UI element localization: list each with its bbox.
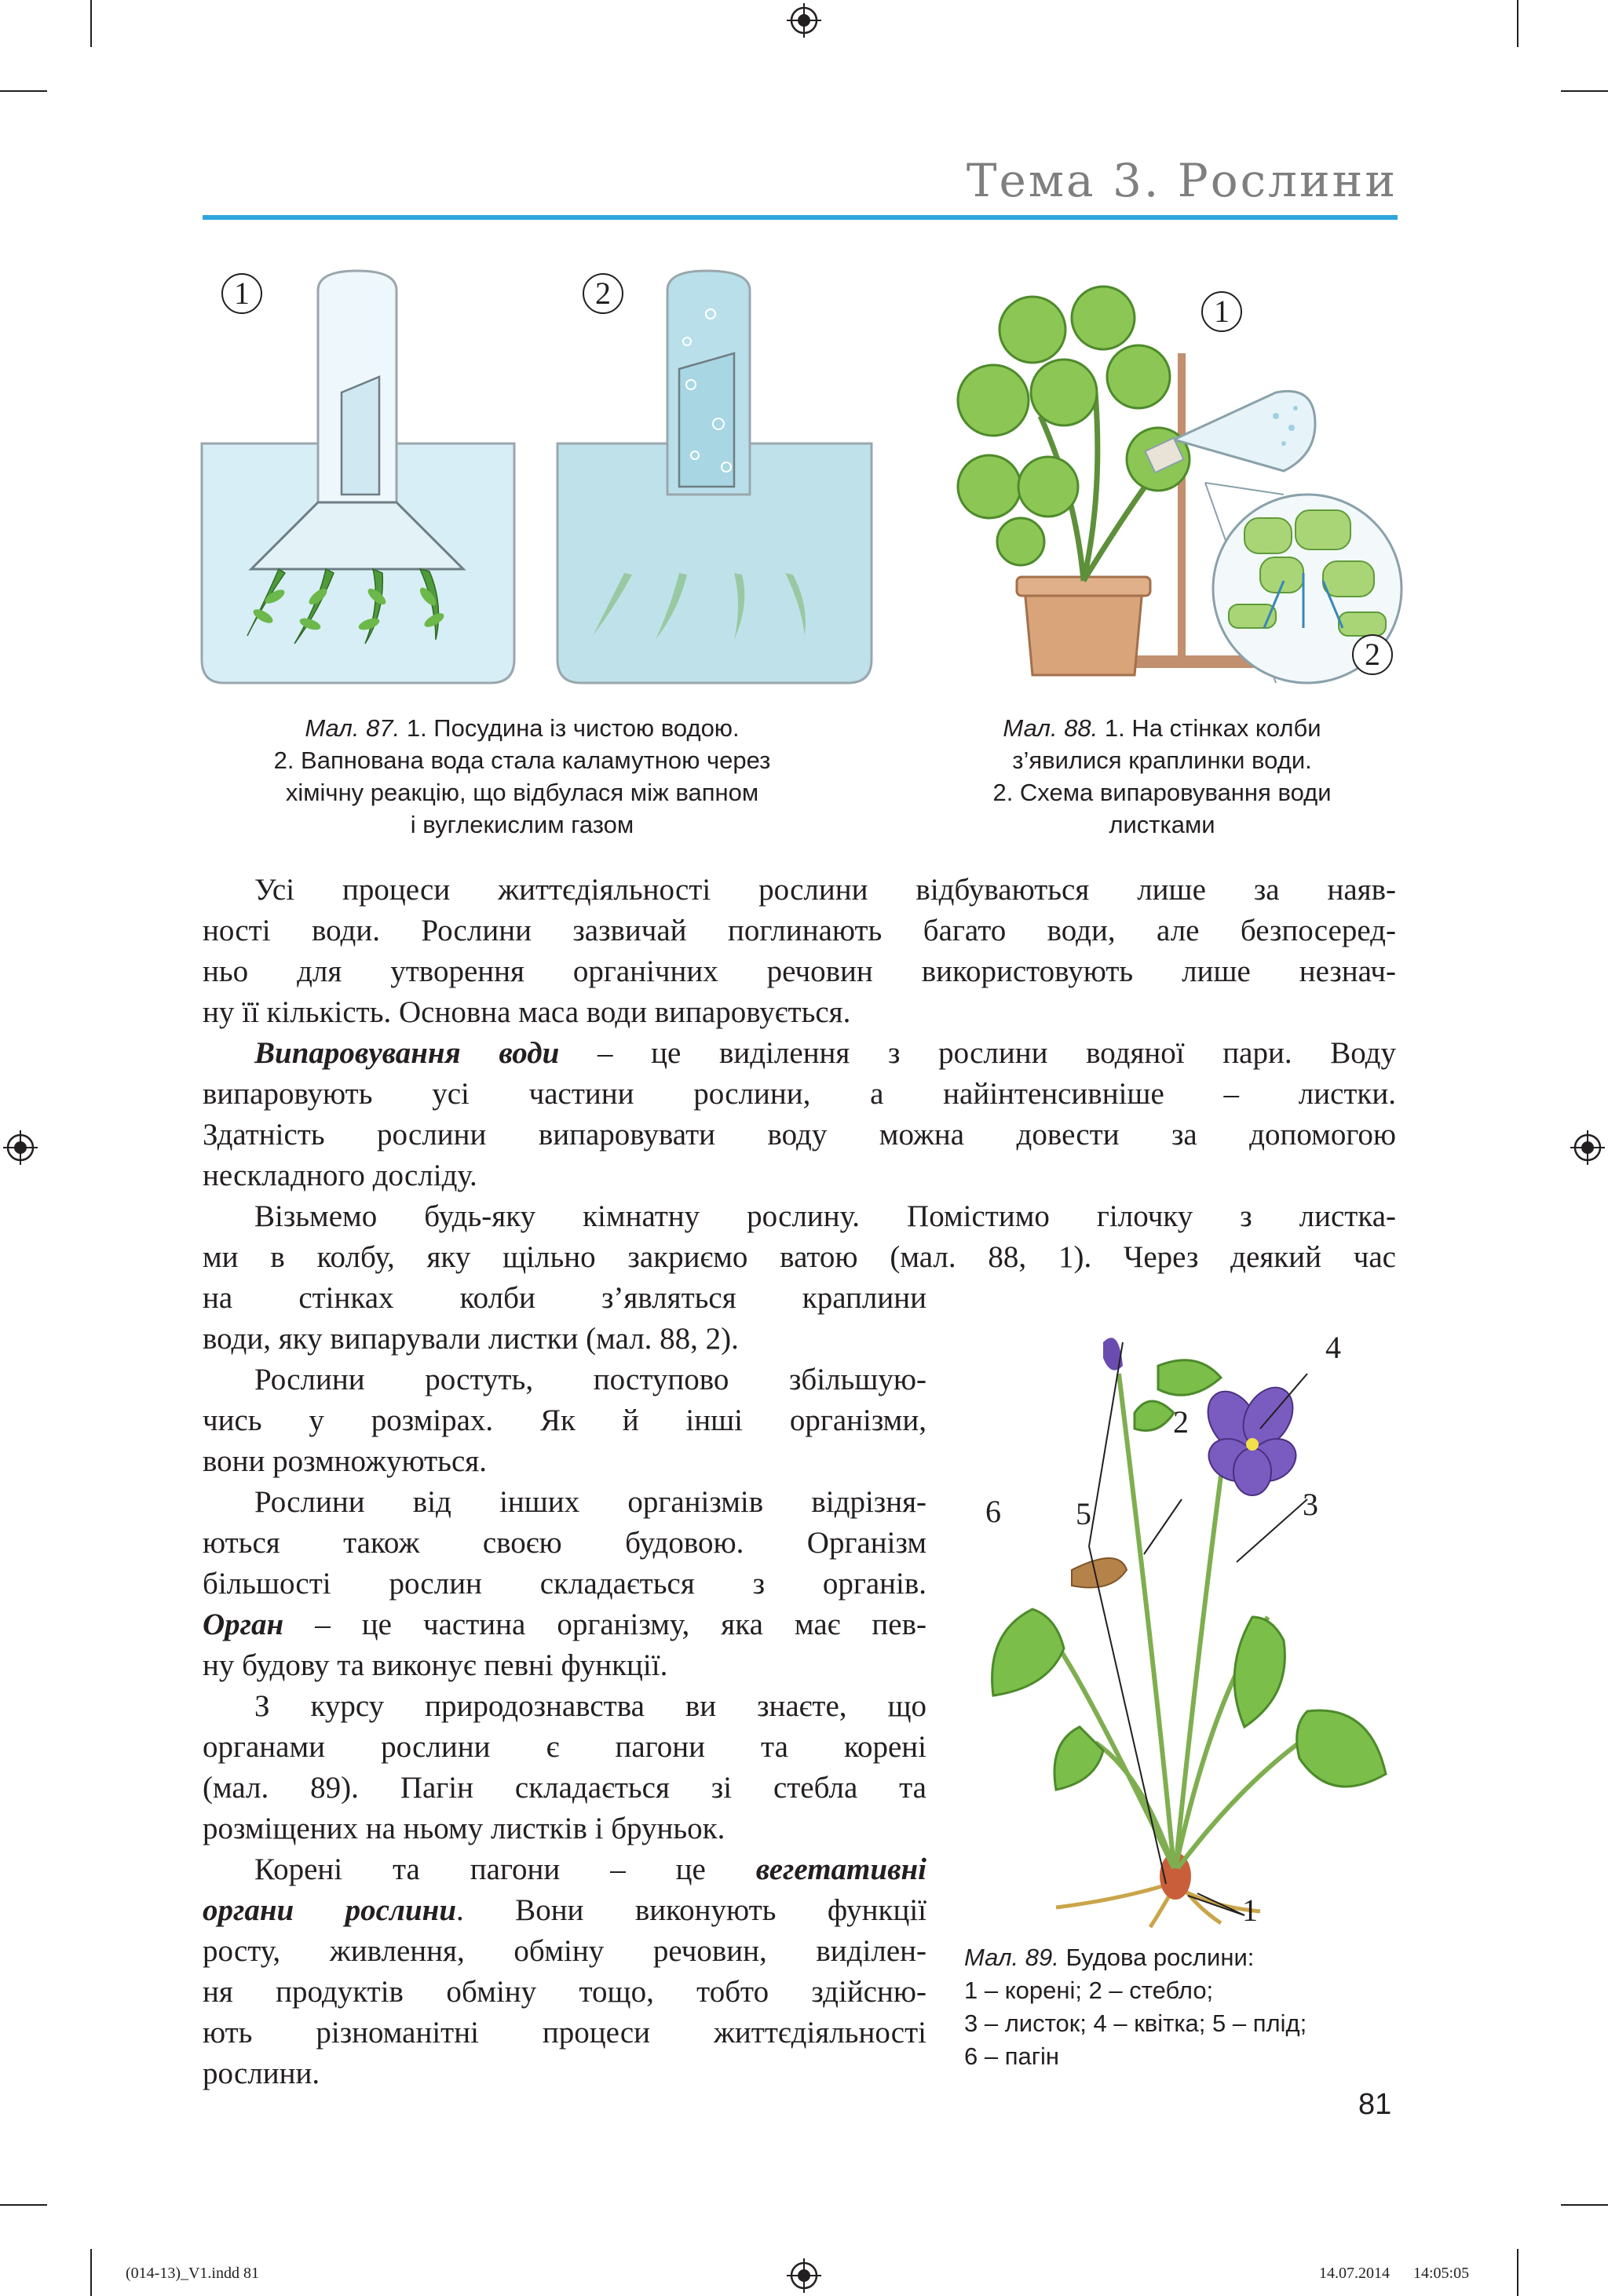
caption-line: 2. Вапнована вода стала каламутною через bbox=[273, 746, 771, 774]
term-evaporation: Випаровування води bbox=[254, 1036, 560, 1070]
text-line: ня продуктів обміну тощо, тобто здійсню- bbox=[203, 1975, 926, 2009]
caption-line: 2. Схема випаровування води bbox=[992, 779, 1332, 806]
figure-88-illustration bbox=[946, 259, 1409, 691]
text-line: Візьмемо будь-яку кімнатну рослину. Помістимо гілочку з листка- bbox=[254, 1199, 1396, 1233]
text-line: чись у розмірах. Як й інші організми, bbox=[203, 1404, 926, 1437]
term-organ: Орган bbox=[203, 1608, 284, 1641]
text-line: розміщених на ньому листків і бруньок. bbox=[203, 1812, 725, 1845]
header-rule bbox=[203, 215, 1398, 220]
footer-file-name: (014-13)_V1.indd 81 bbox=[126, 2265, 259, 2282]
text-line: ються також своєю будовою. Організм bbox=[203, 1526, 926, 1560]
crop-mark bbox=[0, 90, 47, 92]
figure-89-label-1: 1 bbox=[1242, 1893, 1258, 1928]
term-plant-organs: органи рослини bbox=[203, 1893, 457, 1927]
crop-mark bbox=[1517, 2249, 1518, 2296]
body-text-narrow-column bbox=[203, 1278, 926, 2094]
text-line: Випаровування води – це виділення з рослини водяної пари. Воду bbox=[254, 1036, 1396, 1070]
crop-mark bbox=[0, 2204, 47, 2206]
figure-89-caption bbox=[964, 1941, 1404, 2073]
text-line: на стінках колби з’являться краплини bbox=[203, 1281, 926, 1315]
text-line: ють різноманітні процеси життєдіяльності bbox=[203, 2016, 926, 2050]
text-line: ми в колбу, яку щільно закриємо ватою (мал. 88, 1). Через деякий час bbox=[203, 1240, 1396, 1274]
text-line: органами рослини є пагони та корені bbox=[203, 1730, 926, 1764]
figure-89-label-5: 5 bbox=[1076, 1496, 1091, 1531]
body-text-full-width bbox=[203, 870, 1396, 1278]
footer-time: 14:05:05 bbox=[1413, 2265, 1470, 2282]
text-line: ньо для утворення органічних речовин використовують лише незнач- bbox=[203, 955, 1396, 988]
text-line: ну її кількість. Основна маса води випаровується. bbox=[203, 995, 851, 1029]
caption-label: Мал. 87. bbox=[305, 714, 400, 742]
figure-87-illustration bbox=[200, 267, 923, 691]
figure-89-illustration bbox=[962, 1303, 1402, 1931]
caption-line: 1 – корені; 2 – стебло; bbox=[964, 1977, 1214, 2004]
figure-89-label-2: 2 bbox=[1173, 1404, 1189, 1440]
text-line: води, яку випарували листки (мал. 88, 2). bbox=[203, 1322, 739, 1356]
text-line: ну будову та виконує певні функції. bbox=[203, 1648, 668, 1682]
section-header: Тема 3. Рослини bbox=[966, 154, 1398, 207]
caption-line: 1. На стінках колби bbox=[1104, 714, 1321, 742]
text-line: Рослини ростуть, поступово збільшую- bbox=[254, 1363, 926, 1396]
crop-mark bbox=[1561, 90, 1608, 92]
caption-line: 6 – пагін bbox=[964, 2042, 1060, 2070]
caption-line: 1. Посудина із чистою водою. bbox=[406, 714, 740, 742]
crop-mark bbox=[90, 2249, 92, 2296]
caption-line: Будова рослини: bbox=[1065, 1944, 1255, 1971]
registration-mark-icon bbox=[787, 3, 821, 38]
figure-87-badge-1: 1 bbox=[221, 273, 262, 314]
crop-mark bbox=[90, 0, 92, 47]
registration-mark-icon bbox=[3, 1130, 38, 1165]
caption-label: Мал. 89. bbox=[964, 1944, 1059, 1971]
page-number: 81 bbox=[1358, 2088, 1392, 2121]
footer-date: 14.07.2014 bbox=[1319, 2265, 1390, 2282]
text-line: більшості рослин складається з органів. bbox=[203, 1567, 926, 1601]
caption-line: 3 – листок; 4 – квітка; 5 – плід; bbox=[964, 2009, 1307, 2037]
text-line: Корені та пагони – це вегетативні bbox=[254, 1852, 926, 1886]
caption-label: Мал. 88. bbox=[1003, 714, 1098, 742]
text-line: (мал. 89). Пагін складається зі стебла та bbox=[203, 1771, 926, 1805]
figure-87-badge-2: 2 bbox=[583, 273, 623, 314]
term-vegetative: вегетативні bbox=[755, 1852, 926, 1886]
figure-89-label-4: 4 bbox=[1325, 1330, 1341, 1365]
text-line: ності води. Рослини зазвичай поглинають багато води, але безпосеред- bbox=[203, 914, 1396, 947]
caption-line: і вуглекислим газом bbox=[410, 811, 634, 838]
text-line: вони розмножуються. bbox=[203, 1444, 487, 1478]
text-line: З курсу природознавства ви знаєте, що bbox=[254, 1689, 926, 1723]
text-line: випаровують усі частини рослини, а найінтенсивніше – листки. bbox=[203, 1077, 1396, 1111]
text-line: Усі процеси життєдіяльності рослини відбуваються лише за наяв- bbox=[254, 873, 1396, 907]
figure-88-caption bbox=[942, 712, 1382, 841]
registration-mark-icon bbox=[1570, 1130, 1605, 1165]
caption-line: листками bbox=[1109, 811, 1215, 838]
caption-line: з’явилися краплинки води. bbox=[1012, 746, 1312, 774]
figure-89-label-3: 3 bbox=[1303, 1487, 1318, 1522]
text-line: Рослини від інших організмів відрізня- bbox=[254, 1485, 926, 1519]
figure-89-label-6: 6 bbox=[985, 1494, 1001, 1529]
registration-mark-icon bbox=[787, 2258, 821, 2293]
figure-88-badge-1: 1 bbox=[1201, 291, 1242, 332]
text-line: Орган – це частина організму, яка має пев- bbox=[203, 1608, 926, 1641]
figure-88-badge-2: 2 bbox=[1352, 634, 1393, 675]
caption-line: хімічну реакцію, що відбулася між вапном bbox=[285, 779, 759, 806]
text-line: росту, живлення, обміну речовин, виділен- bbox=[203, 1934, 926, 1968]
text-line: Здатність рослини випаровувати воду можна довести за допомогою bbox=[203, 1118, 1396, 1152]
figure-87-caption bbox=[212, 712, 832, 841]
text-line: рослини. bbox=[203, 2057, 320, 2090]
crop-mark bbox=[1561, 2204, 1608, 2206]
text-line: органи рослини. Вони виконують функції bbox=[203, 1893, 926, 1927]
crop-mark bbox=[1517, 0, 1518, 47]
text-line: нескладного досліду. bbox=[203, 1159, 477, 1192]
